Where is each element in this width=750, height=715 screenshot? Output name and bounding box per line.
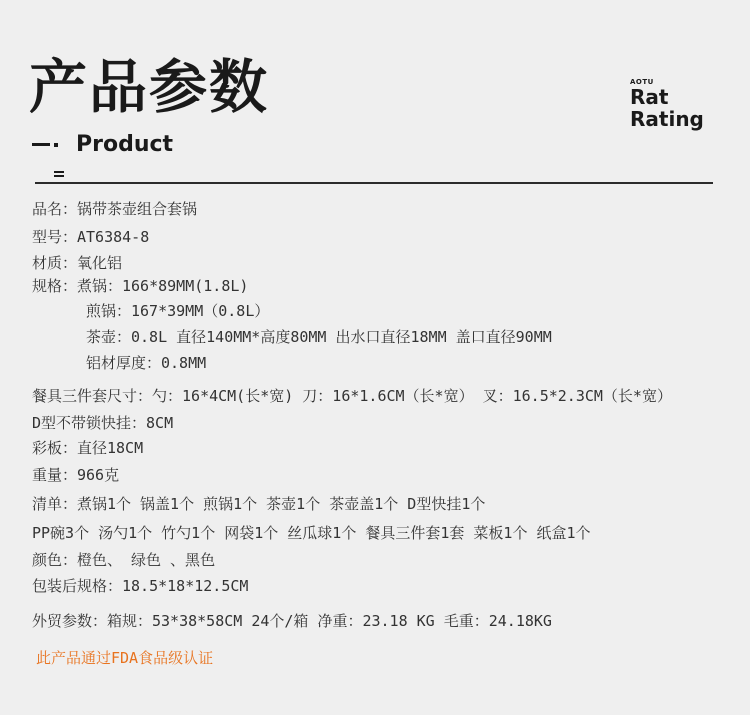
spec-model: 型号：AT6384-8 [32, 228, 150, 246]
spec-product-name: 品名：锅带茶壶组合套锅 [32, 200, 198, 218]
spec-hook: D型不带锁快挂：8CM [32, 414, 174, 432]
spec-size-frypan: 煎锅：167*39MM（0.8L） [86, 302, 270, 320]
spec-package-size: 包装后规格：18.5*18*12.5CM [32, 577, 249, 595]
subtitle-dash [32, 143, 50, 146]
page-title: 产品参数 [29, 53, 270, 121]
spec-package-list-1: 清单：煮锅1个 锅盖1个 煎锅1个 茶壶1个 茶壶盖1个 D型快挂1个 [32, 495, 486, 513]
spec-package-list-2: PP碗3个 汤勺1个 竹勺1个 网袋1个 丝瓜球1个 餐具三件套1套 菜板1个 纸盒1个 [32, 524, 591, 542]
spec-size-teapot: 茶壶：0.8L 直径140MM*高度80MM 出水口直径18MM 盖口直径90MM [86, 328, 552, 346]
spec-material: 材质：氧化铝 [32, 254, 123, 272]
fda-certification-note: 此产品通过FDA食品级认证 [36, 649, 214, 667]
brand-line-1: Rat [630, 85, 669, 109]
header-divider [35, 182, 713, 184]
spec-board: 彩板：直径18CM [32, 439, 144, 457]
spec-trade: 外贸参数：箱规：53*38*58CM 24个/箱 净重：23.18 KG 毛重：24.18KG [32, 612, 552, 630]
equals-mark-icon [54, 171, 64, 177]
spec-colors: 颜色：橙色、 绿色 、黑色 [32, 551, 216, 569]
brand-small-text: AOTU [630, 78, 654, 86]
spec-thickness: 铝材厚度：0.8MM [86, 354, 207, 372]
spec-weight: 重量：966克 [32, 466, 120, 484]
spec-cutlery: 餐具三件套尺寸：勺：16*4CM(长*宽) 刀：16*1.6CM（长*宽） 叉：16.5*2.3CM（长*宽） [32, 387, 672, 405]
subtitle-text: Product [76, 132, 174, 157]
subtitle [32, 132, 173, 157]
spec-size-boil-pot: 规格：煮锅：166*89MM(1.8L) [32, 277, 249, 295]
brand-line-2: Rating [630, 107, 704, 131]
subtitle-dot [54, 143, 58, 147]
brand-logo [630, 78, 704, 130]
